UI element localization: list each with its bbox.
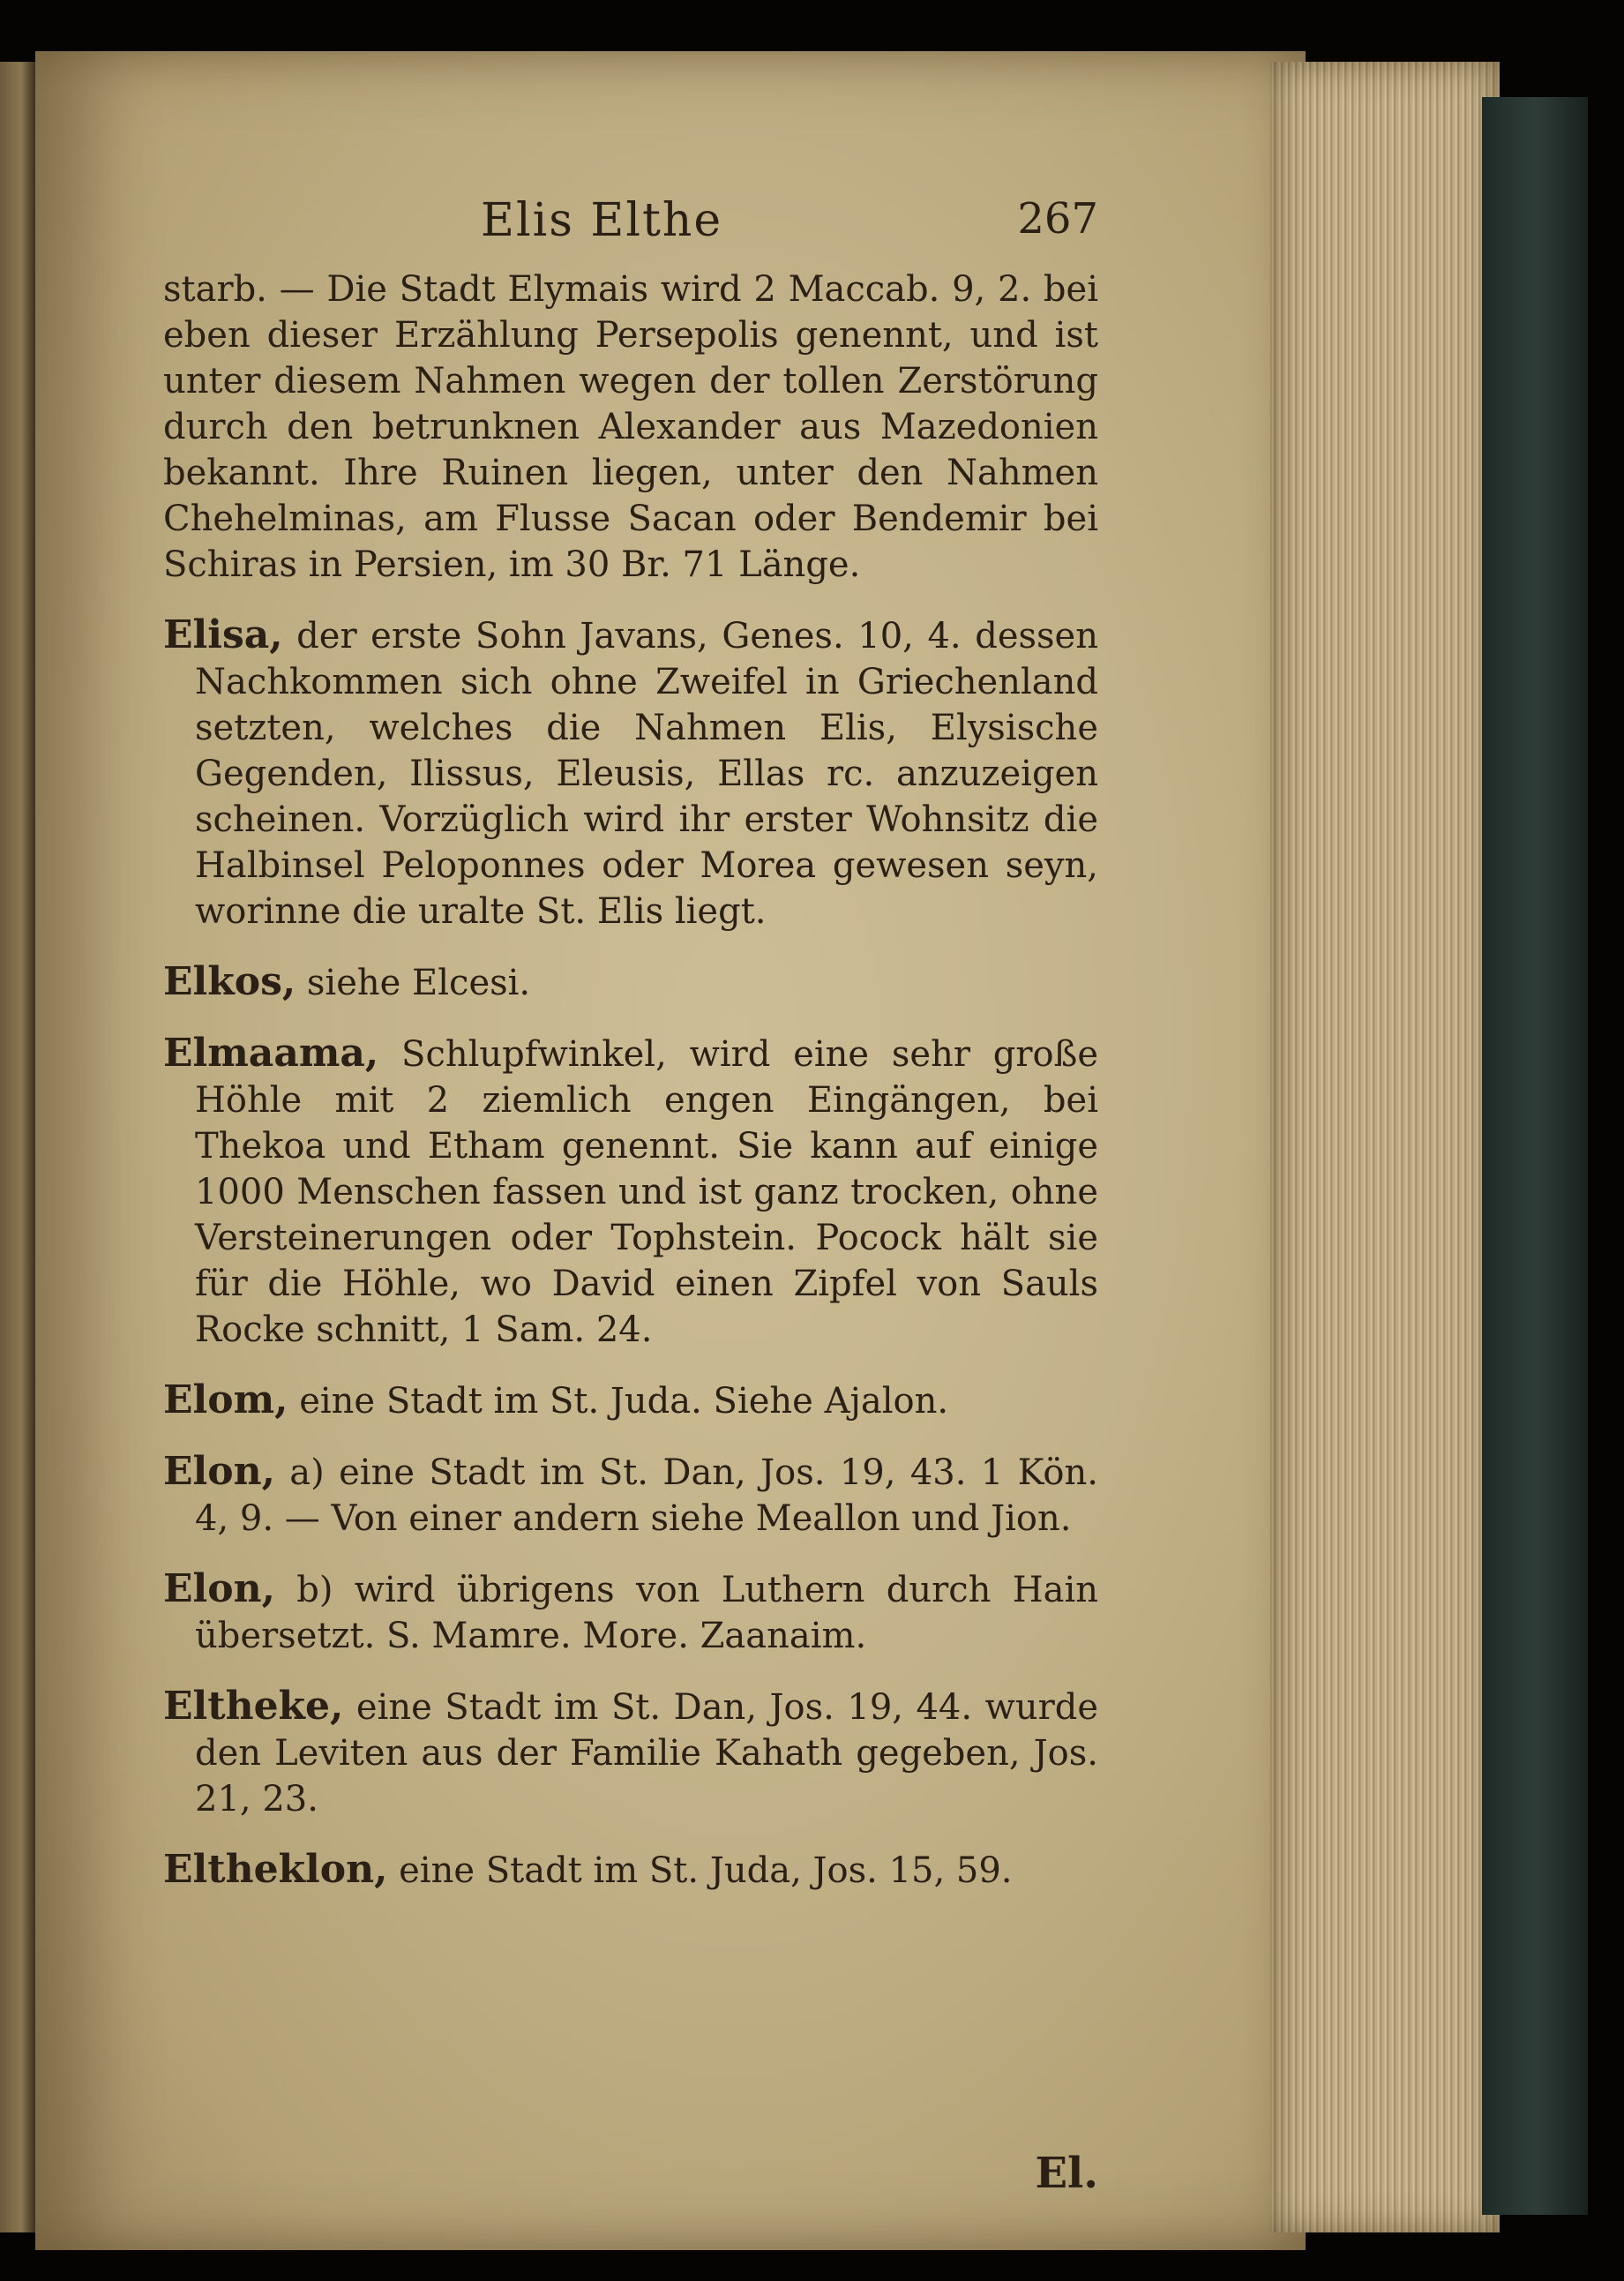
entry-elmaama <box>163 1031 1098 1353</box>
catchword: El. <box>1035 2149 1098 2198</box>
running-head <box>163 176 1098 256</box>
entry-text: eine Stadt im St. Juda, Jos. 15, 59. <box>387 1850 1013 1891</box>
entry-elon-b <box>163 1566 1098 1659</box>
entry-headword: Elon, <box>163 1449 275 1494</box>
entry-headword: Eltheke, <box>163 1684 344 1729</box>
entry-text: eine Stadt im St. Juda. Siehe Ajalon. <box>288 1381 949 1422</box>
running-head-words: Elis Elthe <box>481 194 723 247</box>
book-cover <box>1482 97 1588 2215</box>
entry-text: der erste Sohn Javans, Genes. 10, 4. dessen Nachkommen sich ohne Zweifel in Griechenland setzten, welches die Nahmen Elis, Elysische Gegenden, Ilissus, Eleusis, Ellas rc. anzuzeigen scheinen. Vorzüglich wird ihr erster Wohnsitz die Halbinsel Peloponnes oder Morea gewesen seyn, worinne die uralte St. Elis liegt. <box>195 616 1098 932</box>
entry-text: b) wird übrigens von Luthern durch Hain übersetzt. S. Mamre. More. Zaanaim. <box>195 1570 1098 1656</box>
entry-headword: Elmaama, <box>163 1031 379 1076</box>
entry-elisa <box>163 612 1098 934</box>
entry-text: Schlupfwinkel, wird eine sehr große Höhle mit 2 ziemlich engen Eingängen, bei Thekoa und Etham genennt. Sie kann auf einige 1000 Menschen fassen und ist ganz trocken, ohne Versteinerungen oder Tophstein. Pocock hält sie für die Höhle, wo David einen Zipfel von Sauls Rocke schnitt, 1 Sam. 24. <box>195 1034 1098 1350</box>
entry-eltheke <box>163 1684 1098 1822</box>
page-block-edges <box>1270 62 1500 2232</box>
entry-headword: Elkos, <box>163 959 296 1004</box>
entry-elthekon <box>163 1847 1098 1894</box>
entry-headword: Eltheklon, <box>163 1847 388 1892</box>
entry-headword: Elom, <box>163 1377 288 1422</box>
entry-text: a) eine Stadt im St. Dan, Jos. 19, 43. 1 Kön. 4, 9. — Von einer andern siehe Meallon und Jion. <box>195 1452 1098 1539</box>
entry-text: starb. — Die Stadt Elymais wird 2 Maccab. 9, 2. bei eben dieser Erzählung Persepolis genennt, und ist unter diesem Nahmen wegen der tollen Zerstörung durch den betrunknen Alexander aus Mazedonien bekannt. Ihre Ruinen liegen, unter den Nahmen Chehelminas, am Flusse Sacan oder Bendemir bei Schiras in Persien, im 30 Br. 71 Länge. <box>163 269 1098 585</box>
entry-elon-a <box>163 1449 1098 1542</box>
page-text <box>163 176 1098 2198</box>
entry-headword: Elisa, <box>163 612 283 657</box>
entry-continuation <box>163 266 1098 588</box>
entry-headword: Elon, <box>163 1566 275 1611</box>
entry-elom <box>163 1377 1098 1424</box>
entry-text: eine Stadt im St. Dan, Jos. 19, 44. wurde den Leviten aus der Familie Kahath gegeben, Jos. 21, 23. <box>195 1687 1098 1820</box>
page-number: 267 <box>1017 194 1098 244</box>
entry-elkos <box>163 959 1098 1006</box>
entry-text: siehe Elcesi. <box>296 963 531 1003</box>
facing-page-edge <box>0 62 35 2232</box>
